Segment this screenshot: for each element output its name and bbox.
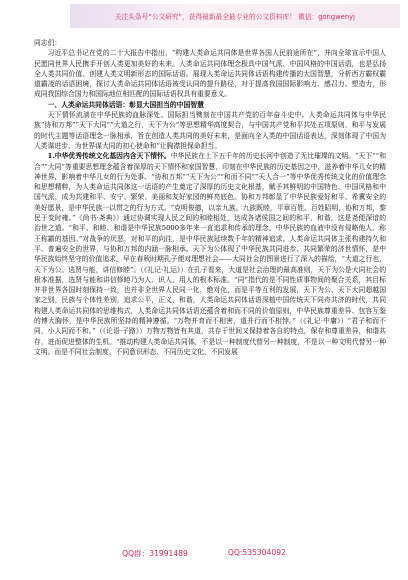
section1-paragraph: 天下情怀流淌在中华民族的血脉深处。国际担当镌刻在中国共产党的百年奋斗史中。人类命运共同体与中华民族“协和万邦”“天下大同”“大道之行，天下为公”等思想精华高度契合，与中国共产党和平共处五项原则、和平与发展的时代主题等话语理念一脉相承，旨在创造人类共同的美好未来，是面向全人类的中国话语表达，深刻体现了中国为人类谋进步、为世界谋大同的初心使命和“让胸襟担保命担当。 xyxy=(34,111,386,150)
subsection-heading-1: 1.中华优秀传统文化基因内含天下情怀。 xyxy=(47,152,171,161)
top-banner xyxy=(70,4,400,28)
footer xyxy=(0,548,408,562)
subsection-1-paragraph xyxy=(34,151,386,357)
banner-text: 关注头条号“公文研究”，获得最新最全最专业的公文资料库！ 微信：gongwenyj xyxy=(114,13,356,21)
footer-qq-group: QQ群：31991489 xyxy=(122,549,188,558)
section-heading-1: 一、人类命运共同体话语：彰显大国担当的中国智慧 xyxy=(47,100,204,109)
document-body xyxy=(34,38,386,357)
salutation: 同志们： xyxy=(34,39,62,47)
footer-qq: QQ:535304092 xyxy=(227,548,286,557)
subsection-1-text: 中华民族在上下五千年的历史长河中创造了无比璀璨的文明。“天下”“和合”“大同”等重要思想理念蕴含着深厚的天下情怀和家国智慧，印刻在中华民族的历史基因之中，滋养着中华儿女的精神世界，影响着中华儿女的行为处事。“协和万邦”“天下为公”“和而不同”“天人合一”等中华优秀传统文化的价值理念和思想精粹，为人类命运共同体这一话语的产生奠定了深厚的历史文化根基，赋予其鲜明的中国特色、中国风格和中国气派，成为共建和平、安宁、繁荣、美丽和友好家园的鲜亮底色。协和万邦彰显了中华民族爱好和平、希冀安全的美好愿景，是中华民族一以贯之的行为方式。“克明俊德，以亲九族。九族既睦，平章百姓。百姓昭明，协和万邦，黎民于变时雍。”《尚书·尧典》）通过协调实现人民之间的和睦相处，达成各诸侯国之间的和平、和谐，这是尧便深谙的治世之道。“和平、和睦、和谐是中华民族5000多年来一直追求和传承的理念，中华民族的血液中没有侵略他人、称王称霸的基因。”对战争的厌恶，对和平的向往，是中华民族延续数千年的精神追求。人类命运共同体主张构建持久和平、普遍安全的世界，与协和万邦的内涵一脉相承。天下为公体现了中华民族共同进步、共同繁荣的济世情怀，是中华民族始终坚守的价值追求。早在春秋时期孔子便对理想社会——大同社会的图景进行了深入的描绘，“大道之行也，天下为公。选贤与能，讲信修睦”。（《礼记·礼运》）在孔子看来，大道是社会治理的最高准则，天下为公是大同社会的根本准据，选贤与能和讲信修睦乃为人、识人、用人的根本标准。“同”指代的是不同性质事物间的聚合关系，其目标并非世界各国时刻保持一致，也并非全世界人民同一化，绝对化，而是平等互利的发展，天下为公、天下大同超越国家之别，民族与个体性差别，追求公平，正义，和谐，人类命运共同体话语深植中国传统天下同舟共济的时代，共同构建人类命运共同体的思维构式，人类命运共同体话语还蕴含着和而不同的价值原则，中华民族尊重差异、包容互鉴的博大胸怀，是中华民族所坚持的精神遵循。“万物并育而不相害，道并行而不相悖。”（《礼记·中庸》）“君子和而不同，小人同而不和。”（《论语·子路》）万物万物皆有其道，共存于世间又保持着各自的特点，保存和尊重差异，和谐共存，进而促进整体的生机。“推动构建人类命运共同体，不是以一种制度代替另一种制度，不是以一种文明代替另一种文明。而是不同社会制度、不同意识形态、不同历史文化、不同发展 xyxy=(34,152,386,356)
intro-paragraph: 习近平总书记在党的二十大报告中指出，“构建人类命运共同体是世界各国人民前途所在”，并向全球宣示中国人民愿同世界人民携手开创人类更加美好的未来。人类命运共同体理念极具中国气派、中国风格的中国话语，也是弘扬全人类共同价值、创建人类文明新形态的国际话语。展现人类命运共同体话语构建传播的大国智慧，分析西方霸权霸道霸凌的话语困境，探讨人类命运共同体话语被受认同的提升路径，对于提高我国国际影响力、感召力、塑造力，形成同我国综合国力和国际地位相匹配的国际话语权具有重要意义。 xyxy=(34,49,386,99)
